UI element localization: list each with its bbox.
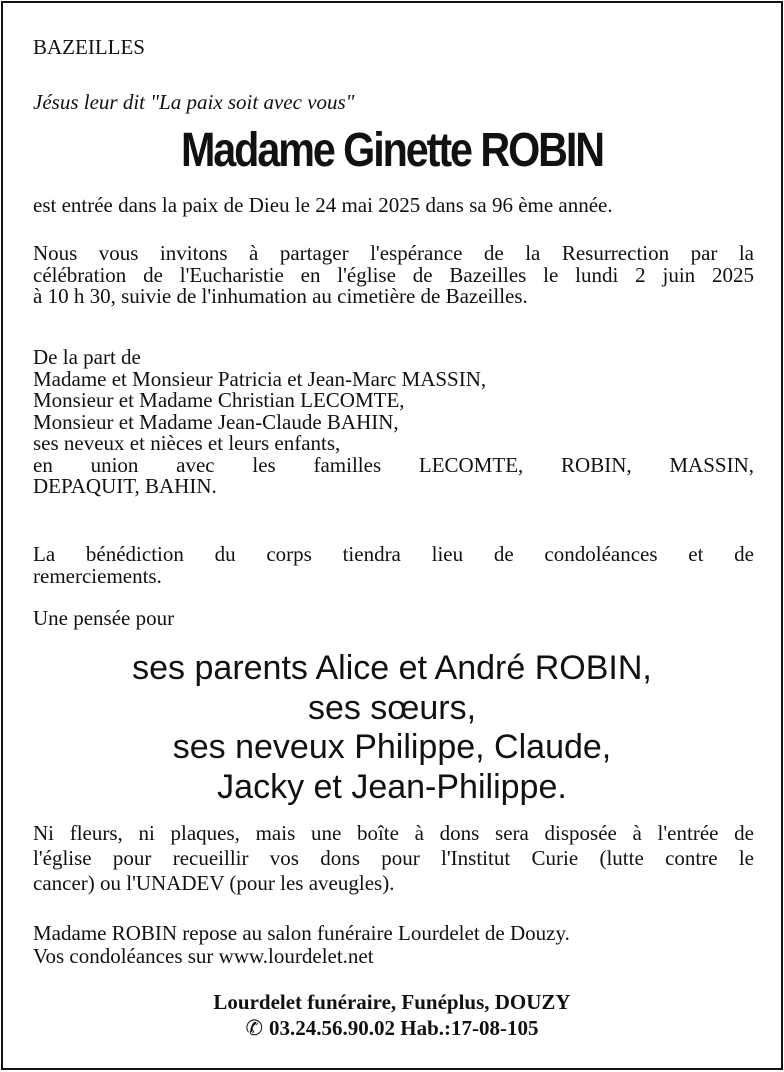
ceremony-line: célébration de l'Eucharistie en l'église de Bazeilles le lundi 2 juin 2025 [33, 262, 754, 287]
rest-line: Vos condoléances sur www.lourdelet.net [33, 944, 374, 968]
family-line: Madame et Monsieur Patricia et Jean-Marc MASSIN, [33, 366, 487, 391]
obituary-notice [1, 1, 783, 1070]
flowers-line: l'église pour recueillir vos dons pour l'Institut Curie (lutte contre le [33, 846, 754, 870]
deceased-name: Madame Ginette ROBIN [180, 124, 604, 177]
funeral-home-name: Lourdelet funéraire, Funéplus, DOUZY [213, 990, 571, 1014]
ceremony-line: Nous vous invitons à partager l'espérance de la Resurrection par la [33, 241, 754, 265]
family-intro: De la part de [33, 345, 141, 369]
announcement-text: est entrée dans la paix de Dieu le 24 mai 2025 dans sa 96 ème année. [33, 193, 613, 217]
blessing-line: remerciements. [33, 563, 162, 588]
tribute-line: Jacky et Jean-Philippe. [217, 768, 567, 806]
town-header: BAZEILLES [33, 35, 145, 59]
phone-icon: ✆ [245, 1016, 264, 1040]
ceremony-line: à 10 h 30, suivie de l'inhumation au cimetière de Bazeilles. [33, 284, 528, 308]
tribute-line: ses parents Alice et André ROBIN, [132, 649, 652, 687]
blessing-line: La bénédiction du corps tiendra lieu de condoléances et de [33, 542, 754, 566]
funeral-home-phone [3, 1015, 781, 1041]
tribute-line: ses neveux Philippe, Claude, [172, 728, 612, 766]
tribute-line: ses sœurs, [307, 689, 477, 727]
family-line: DEPAQUIT, BAHIN. [33, 474, 217, 498]
rest-line: Madame ROBIN repose au salon funéraire Lourdelet de Douzy. [33, 921, 570, 945]
flowers-line: Ni fleurs, ni plaques, mais une boîte à dons sera disposée à l'entrée de [33, 821, 754, 845]
thought-intro: Une pensée pour [33, 606, 175, 630]
phone-number: 03.24.56.90.02 Hab.:17-08-105 [269, 1016, 539, 1040]
family-line: Monsieur et Madame Jean-Claude BAHIN, [33, 409, 399, 434]
family-line: ses neveux et nièces et leurs enfants, [33, 431, 341, 455]
flowers-line: cancer) ou l'UNADEV (pour les aveugles). [33, 871, 395, 895]
family-line: Monsieur et Madame Christian LECOMTE, [33, 388, 405, 412]
family-line: en union avec les familles LECOMTE, ROBIN, MASSIN, [33, 452, 754, 477]
bible-quote: Jésus leur dit "La paix soit avec vous" [33, 90, 355, 114]
